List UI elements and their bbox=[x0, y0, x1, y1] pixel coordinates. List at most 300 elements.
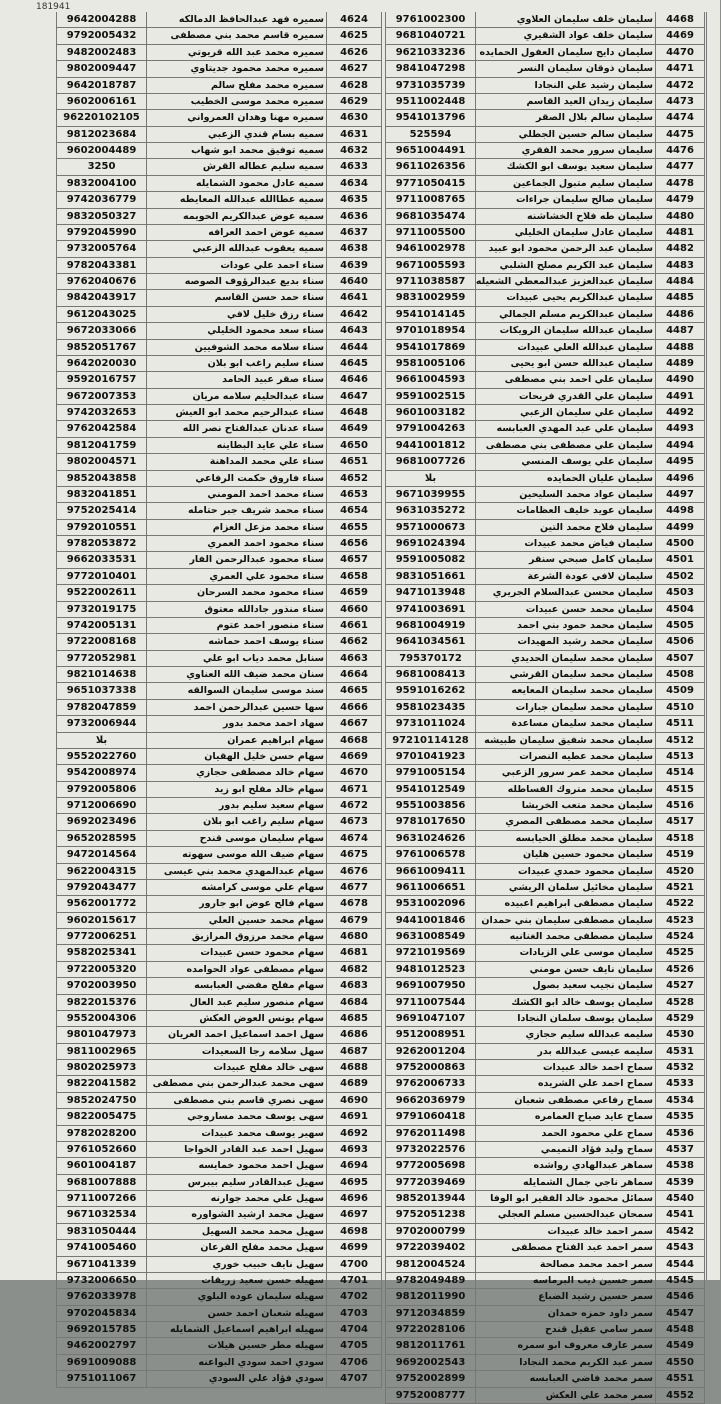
person-name: سهى خالد مفلح عبيدات bbox=[146, 1060, 326, 1075]
phone-number: 9681007888 bbox=[56, 1175, 146, 1190]
serial-number: 4677 bbox=[326, 880, 382, 895]
serial-number: 4643 bbox=[326, 323, 382, 338]
phone-number: 9742005131 bbox=[56, 618, 146, 633]
serial-number: 4511 bbox=[655, 716, 705, 731]
table-row bbox=[56, 78, 382, 94]
serial-number: 4471 bbox=[655, 61, 705, 76]
serial-number: 4646 bbox=[326, 372, 382, 387]
phone-number: 9792005806 bbox=[56, 782, 146, 797]
serial-number: 4480 bbox=[655, 209, 705, 224]
serial-number: 4626 bbox=[326, 45, 382, 60]
table-row bbox=[56, 1224, 382, 1240]
serial-number: 4628 bbox=[326, 78, 382, 93]
phone-number: 9611026356 bbox=[385, 159, 475, 174]
person-name: سليمان طه فلاح الخشاشنه bbox=[475, 209, 655, 224]
person-name: سليمان صالح سليمان جراءات bbox=[475, 192, 655, 207]
serial-number: 4651 bbox=[326, 454, 382, 469]
table-row bbox=[385, 1076, 705, 1092]
serial-number: 4689 bbox=[326, 1076, 382, 1091]
table-row bbox=[56, 585, 382, 601]
serial-number: 4659 bbox=[326, 585, 382, 600]
phone-number: 9701041923 bbox=[385, 749, 475, 764]
phone-number: 9722005320 bbox=[56, 962, 146, 977]
phone-number: 9551003856 bbox=[385, 798, 475, 813]
person-name: سليمان عويد خليف العظامات bbox=[475, 503, 655, 518]
phone-number: 9812023684 bbox=[56, 127, 146, 142]
table-row bbox=[56, 225, 382, 241]
phone-number: 9741003691 bbox=[385, 602, 475, 617]
table-row bbox=[56, 209, 382, 225]
person-name: سمر احمد محمد مصالحة bbox=[475, 1257, 655, 1272]
serial-number: 4634 bbox=[326, 176, 382, 191]
person-name: سمر عبد الكريم محمد النجادا bbox=[475, 1355, 655, 1370]
person-name: سودي احمد سودي البواعنه bbox=[146, 1355, 326, 1370]
table-row bbox=[385, 798, 705, 814]
table-row bbox=[385, 716, 705, 732]
phone-number: 9671032534 bbox=[56, 1207, 146, 1222]
table-row bbox=[385, 372, 705, 388]
serial-number: 4661 bbox=[326, 618, 382, 633]
serial-number: 4637 bbox=[326, 225, 382, 240]
person-name: سليمان محمد متعب الخريشا bbox=[475, 798, 655, 813]
table-row bbox=[385, 929, 705, 945]
phone-number: 9732006650 bbox=[56, 1273, 146, 1288]
table-row bbox=[56, 1338, 382, 1354]
person-name: سليمان مصطفى محمد الغنانيه bbox=[475, 929, 655, 944]
phone-number: 9731035739 bbox=[385, 78, 475, 93]
serial-number: 4552 bbox=[655, 1388, 705, 1403]
serial-number: 4678 bbox=[326, 896, 382, 911]
table-row bbox=[385, 1175, 705, 1191]
serial-number: 4485 bbox=[655, 290, 705, 305]
phone-number: 9752051238 bbox=[385, 1207, 475, 1222]
table-row bbox=[56, 749, 382, 765]
person-name: سناء محمد احمد المومني bbox=[146, 487, 326, 502]
table-row bbox=[385, 1191, 705, 1207]
serial-number: 4525 bbox=[655, 945, 705, 960]
table-row bbox=[56, 94, 382, 110]
person-name: سهام محمد حسين العلي bbox=[146, 913, 326, 928]
person-name: سند موسى سليمان السوالقه bbox=[146, 683, 326, 698]
phone-number: 9751011067 bbox=[56, 1371, 146, 1386]
person-name: سناء احمد علي عودات bbox=[146, 258, 326, 273]
table-row bbox=[385, 962, 705, 978]
table-row bbox=[385, 569, 705, 585]
serial-number: 4501 bbox=[655, 552, 705, 567]
serial-number: 4486 bbox=[655, 307, 705, 322]
phone-number: 9782049489 bbox=[385, 1273, 475, 1288]
page-id: 181941 bbox=[36, 2, 71, 12]
serial-number: 4526 bbox=[655, 962, 705, 977]
serial-number: 4706 bbox=[326, 1355, 382, 1370]
serial-number: 4703 bbox=[326, 1306, 382, 1321]
person-name: سليمان يوسف سلمان النجادا bbox=[475, 1011, 655, 1026]
table-row bbox=[56, 1142, 382, 1158]
person-name: سهام خالد مفلح ابو زيد bbox=[146, 782, 326, 797]
person-name: سليمان دايج سليمان العفول الحمايده bbox=[475, 45, 655, 60]
phone-number: 9761002300 bbox=[385, 12, 475, 27]
table-row bbox=[385, 1224, 705, 1240]
table-row bbox=[56, 1126, 382, 1142]
person-name: سليمان محمد شفيق سليمان طبيشه bbox=[475, 733, 655, 748]
person-name: سهيله مطر حسين هيلات bbox=[146, 1338, 326, 1353]
table-row bbox=[385, 1338, 705, 1354]
person-name: سليمان كامل صبحي سنقر bbox=[475, 552, 655, 567]
serial-number: 4493 bbox=[655, 421, 705, 436]
phone-number: 9762042584 bbox=[56, 421, 146, 436]
person-name: سهام سعيد سليم بدور bbox=[146, 798, 326, 813]
table-row bbox=[385, 1388, 705, 1404]
person-name: سميه عادل محمود الشمايله bbox=[146, 176, 326, 191]
phone-number: 9701018954 bbox=[385, 323, 475, 338]
serial-number: 4507 bbox=[655, 651, 705, 666]
table-row bbox=[385, 503, 705, 519]
table-row bbox=[56, 192, 382, 208]
person-name: سهام ابراهيم عمران bbox=[146, 733, 326, 748]
phone-number: 9711038587 bbox=[385, 274, 475, 289]
phone-number: 9812011990 bbox=[385, 1289, 475, 1304]
page-edge-column bbox=[706, 12, 721, 1280]
serial-number: 4532 bbox=[655, 1060, 705, 1075]
table-row bbox=[56, 1076, 382, 1092]
table-row bbox=[56, 733, 382, 749]
table-row bbox=[385, 700, 705, 716]
phone-number: 9821014638 bbox=[56, 667, 146, 682]
serial-number: 4509 bbox=[655, 683, 705, 698]
serial-number: 4691 bbox=[326, 1109, 382, 1124]
table-row bbox=[385, 520, 705, 536]
table-row bbox=[56, 45, 382, 61]
serial-number: 4700 bbox=[326, 1257, 382, 1272]
table-row bbox=[56, 634, 382, 650]
serial-number: 4484 bbox=[655, 274, 705, 289]
serial-number: 4534 bbox=[655, 1093, 705, 1108]
table-row bbox=[385, 45, 705, 61]
person-name: سناء رزق خليل لافي bbox=[146, 307, 326, 322]
person-name: سناء عدنان عبدالفتاح نصر الله bbox=[146, 421, 326, 436]
phone-number: 9441001846 bbox=[385, 913, 475, 928]
table-row bbox=[56, 880, 382, 896]
phone-number: 9661004593 bbox=[385, 372, 475, 387]
phone-number: 97210114128 bbox=[385, 733, 475, 748]
person-name: سليمان زيدان العيد القاسم bbox=[475, 94, 655, 109]
phone-number: 9642004288 bbox=[56, 12, 146, 27]
person-name: سهاد احمد محمد بدور bbox=[146, 716, 326, 731]
person-name: سليمان عبدالله العلي عبيدات bbox=[475, 340, 655, 355]
table-row bbox=[385, 307, 705, 323]
phone-number: 9482002483 bbox=[56, 45, 146, 60]
serial-number: 4644 bbox=[326, 340, 382, 355]
serial-number: 4515 bbox=[655, 782, 705, 797]
phone-number: 9812011761 bbox=[385, 1338, 475, 1353]
person-name: سهيل محمد محمد السهيل bbox=[146, 1224, 326, 1239]
person-name: سليمان مخائيل سلمان الريشي bbox=[475, 880, 655, 895]
serial-number: 4696 bbox=[326, 1191, 382, 1206]
table-row bbox=[385, 94, 705, 110]
serial-number: 4500 bbox=[655, 536, 705, 551]
person-name: سمر داود حمزه حمدان bbox=[475, 1306, 655, 1321]
person-name: سليمان محمد سليمان مساعدة bbox=[475, 716, 655, 731]
serial-number: 4683 bbox=[326, 978, 382, 993]
serial-number: 4707 bbox=[326, 1371, 382, 1386]
person-name: سليمان محمد عمر سرور الزعبي bbox=[475, 765, 655, 780]
serial-number: 4635 bbox=[326, 192, 382, 207]
table-row bbox=[385, 1371, 705, 1387]
person-name: سهيله ابراهيم اسماعيل الشمايله bbox=[146, 1322, 326, 1337]
serial-number: 4654 bbox=[326, 503, 382, 518]
person-name: سهيل نايف حبيب خوري bbox=[146, 1257, 326, 1272]
phone-number: 9831050444 bbox=[56, 1224, 146, 1239]
serial-number: 4639 bbox=[326, 258, 382, 273]
person-name: سميره محمد موسى الخطيب bbox=[146, 94, 326, 109]
person-name: سميره محمد محمود جديتاوي bbox=[146, 61, 326, 76]
phone-number: 9642020030 bbox=[56, 356, 146, 371]
phone-number: 9711007266 bbox=[56, 1191, 146, 1206]
phone-number: 9462002797 bbox=[56, 1338, 146, 1353]
person-name: سماح علي محمود الحمد bbox=[475, 1126, 655, 1141]
person-name: سهام خالد مصطفى حجازي bbox=[146, 765, 326, 780]
phone-number: 9752002899 bbox=[385, 1371, 475, 1386]
phone-number: 9772005698 bbox=[385, 1158, 475, 1173]
person-name: سليمان سرور محمد الفقري bbox=[475, 143, 655, 158]
phone-number: 9791060418 bbox=[385, 1109, 475, 1124]
serial-number: 4489 bbox=[655, 356, 705, 371]
serial-number: 4537 bbox=[655, 1142, 705, 1157]
serial-number: 4649 bbox=[326, 421, 382, 436]
table-row bbox=[56, 438, 382, 454]
serial-number: 4481 bbox=[655, 225, 705, 240]
serial-number: 4470 bbox=[655, 45, 705, 60]
table-row bbox=[385, 733, 705, 749]
person-name: سليمان علي مصطفى بني مصطفى bbox=[475, 438, 655, 453]
serial-number: 4473 bbox=[655, 94, 705, 109]
serial-number: 4535 bbox=[655, 1109, 705, 1124]
phone-number: 9782028200 bbox=[56, 1126, 146, 1141]
serial-number: 4625 bbox=[326, 28, 382, 43]
person-name: سناء علي عايد البطاينه bbox=[146, 438, 326, 453]
person-name: سهام محمد مرزوق المرازيق bbox=[146, 929, 326, 944]
person-name: سناء بديع عبدالرؤوف الصوصه bbox=[146, 274, 326, 289]
phone-number: 9541012549 bbox=[385, 782, 475, 797]
table-row bbox=[385, 323, 705, 339]
table-row bbox=[385, 1322, 705, 1338]
table-row bbox=[56, 258, 382, 274]
phone-number: 9552004306 bbox=[56, 1011, 146, 1026]
phone-number: 9631008549 bbox=[385, 929, 475, 944]
person-name: سهام مصطفى عواد الحوامده bbox=[146, 962, 326, 977]
person-name: سليمان عبدالكريم مسلم الجمالي bbox=[475, 307, 655, 322]
table-row bbox=[385, 1355, 705, 1371]
table-row bbox=[385, 471, 705, 487]
phone-number: 9812041759 bbox=[56, 438, 146, 453]
phone-number: 525594 bbox=[385, 127, 475, 142]
serial-number: 4498 bbox=[655, 503, 705, 518]
phone-number: 9691024394 bbox=[385, 536, 475, 551]
phone-number: 9762011498 bbox=[385, 1126, 475, 1141]
person-name: سليمان سعيد يوسف ابو الكشك bbox=[475, 159, 655, 174]
person-name: سليمان عبد الكريم مصلح الشلبي bbox=[475, 258, 655, 273]
person-name: سليمه عيسى عبدالله بدر bbox=[475, 1044, 655, 1059]
table-row bbox=[56, 618, 382, 634]
phone-number: 9711005500 bbox=[385, 225, 475, 240]
table-row bbox=[385, 978, 705, 994]
table-row bbox=[56, 552, 382, 568]
table-row bbox=[385, 847, 705, 863]
phone-number: 9782043381 bbox=[56, 258, 146, 273]
serial-number: 4660 bbox=[326, 602, 382, 617]
person-name: سهام محمود حسن عبيدات bbox=[146, 945, 326, 960]
table-row bbox=[56, 1306, 382, 1322]
person-name: سناء محمود احمد العمري bbox=[146, 536, 326, 551]
table-row bbox=[385, 880, 705, 896]
serial-number: 4641 bbox=[326, 290, 382, 305]
phone-number: 9791005154 bbox=[385, 765, 475, 780]
phone-number: 9691009088 bbox=[56, 1355, 146, 1370]
table-row bbox=[385, 1273, 705, 1289]
person-name: سماح وليد فؤاد التميمي bbox=[475, 1142, 655, 1157]
phone-number: 9691007950 bbox=[385, 978, 475, 993]
table-row bbox=[56, 61, 382, 77]
table-row bbox=[385, 782, 705, 798]
person-name: سليمان مصطفى سليمان بني حمدان bbox=[475, 913, 655, 928]
table-row bbox=[56, 421, 382, 437]
serial-number: 4506 bbox=[655, 634, 705, 649]
person-name: سليمان فياض محمد عبيدات bbox=[475, 536, 655, 551]
table-row bbox=[56, 1093, 382, 1109]
table-row bbox=[385, 78, 705, 94]
person-name: سليمان عادل سليمان الخليلي bbox=[475, 225, 655, 240]
phone-number: 9681004919 bbox=[385, 618, 475, 633]
serial-number: 4499 bbox=[655, 520, 705, 535]
person-name: سليمان عبد الرحمن محمود ابو عبيد bbox=[475, 241, 655, 256]
table-row bbox=[385, 389, 705, 405]
phone-number: 9681008413 bbox=[385, 667, 475, 682]
person-name: سناء فاروق حكمت الرفاعي bbox=[146, 471, 326, 486]
phone-number: 96220102105 bbox=[56, 110, 146, 125]
person-name: سليمان محمد متروك الفساطله bbox=[475, 782, 655, 797]
serial-number: 4648 bbox=[326, 405, 382, 420]
phone-number: 9612043025 bbox=[56, 307, 146, 322]
table-row bbox=[385, 1240, 705, 1256]
serial-number: 4687 bbox=[326, 1044, 382, 1059]
table-row bbox=[56, 929, 382, 945]
table-row bbox=[56, 782, 382, 798]
table-row bbox=[385, 536, 705, 552]
phone-number: 9741005460 bbox=[56, 1240, 146, 1255]
table-row bbox=[56, 651, 382, 667]
person-name: سناء منذور جادالله معتوق bbox=[146, 602, 326, 617]
person-name: سليمان خلف سليمان العلاوي bbox=[475, 12, 655, 27]
phone-number: 9732006944 bbox=[56, 716, 146, 731]
serial-number: 4533 bbox=[655, 1076, 705, 1091]
person-name: سناء عبدالرحيم محمد ابو العيش bbox=[146, 405, 326, 420]
phone-number: 9742036779 bbox=[56, 192, 146, 207]
person-name: سمر عارف معروف ابو سمره bbox=[475, 1338, 655, 1353]
table-row bbox=[56, 765, 382, 781]
phone-number: 9792043477 bbox=[56, 880, 146, 895]
phone-number: 9781017650 bbox=[385, 814, 475, 829]
person-name: سمر محمد فاضي العبابسه bbox=[475, 1371, 655, 1386]
table-row bbox=[385, 602, 705, 618]
phone-number: 9262001204 bbox=[385, 1044, 475, 1059]
table-row bbox=[56, 1257, 382, 1273]
serial-number: 4510 bbox=[655, 700, 705, 715]
serial-number: 4521 bbox=[655, 880, 705, 895]
person-name: سليمان محمود حمدي عبيدات bbox=[475, 864, 655, 879]
phone-number: 9752008777 bbox=[385, 1388, 475, 1403]
person-name: سناء محمد مزعل العزام bbox=[146, 520, 326, 535]
serial-number: 4636 bbox=[326, 209, 382, 224]
person-name: سليمان محمد مطلق الحيابسه bbox=[475, 831, 655, 846]
table-row bbox=[56, 1011, 382, 1027]
serial-number: 4698 bbox=[326, 1224, 382, 1239]
serial-number: 4630 bbox=[326, 110, 382, 125]
person-name: سودي فؤاد علي السودي bbox=[146, 1371, 326, 1386]
serial-number: 4513 bbox=[655, 749, 705, 764]
serial-number: 4490 bbox=[655, 372, 705, 387]
table-row bbox=[385, 61, 705, 77]
table-row bbox=[56, 290, 382, 306]
table-row bbox=[385, 127, 705, 143]
table-row bbox=[56, 945, 382, 961]
serial-number: 4640 bbox=[326, 274, 382, 289]
phone-number: 9522002611 bbox=[56, 585, 146, 600]
phone-number: 9722039402 bbox=[385, 1240, 475, 1255]
phone-number: 9652028595 bbox=[56, 831, 146, 846]
person-name: سمر سامي عقيل قندح bbox=[475, 1322, 655, 1337]
serial-number: 4684 bbox=[326, 995, 382, 1010]
serial-number: 4492 bbox=[655, 405, 705, 420]
phone-number: 9732022576 bbox=[385, 1142, 475, 1157]
serial-number: 4670 bbox=[326, 765, 382, 780]
serial-number: 4495 bbox=[655, 454, 705, 469]
phone-number: 9752025414 bbox=[56, 503, 146, 518]
table-row bbox=[56, 520, 382, 536]
table-row bbox=[56, 1273, 382, 1289]
person-name: سليمان خلف عواد الشقيري bbox=[475, 28, 655, 43]
serial-number: 4666 bbox=[326, 700, 382, 715]
person-name: سهيل محمد مفلح الفرعان bbox=[146, 1240, 326, 1255]
person-name: سليمان نجيب سعيد بصول bbox=[475, 978, 655, 993]
serial-number: 4655 bbox=[326, 520, 382, 535]
serial-number: 4675 bbox=[326, 847, 382, 862]
table-row bbox=[56, 1207, 382, 1223]
phone-number: 9711007544 bbox=[385, 995, 475, 1010]
table-row bbox=[385, 945, 705, 961]
table-row bbox=[385, 864, 705, 880]
person-name: سليمان علي القدري فريحات bbox=[475, 389, 655, 404]
person-name: سليمان لافي عودة الشرعة bbox=[475, 569, 655, 584]
person-name: سماهر عبدالهادي رواشده bbox=[475, 1158, 655, 1173]
serial-number: 4512 bbox=[655, 733, 705, 748]
phone-number: 9762040676 bbox=[56, 274, 146, 289]
person-name: سمر حسين رشيد الضباع bbox=[475, 1289, 655, 1304]
table-row bbox=[56, 356, 382, 372]
person-name: سناء محمد شريف جبر حتامله bbox=[146, 503, 326, 518]
serial-number: 4528 bbox=[655, 995, 705, 1010]
person-name: سناء سلامه محمد الشوفيين bbox=[146, 340, 326, 355]
phone-number: 9552022760 bbox=[56, 749, 146, 764]
serial-number: 4519 bbox=[655, 847, 705, 862]
table-row bbox=[385, 28, 705, 44]
table-row bbox=[56, 569, 382, 585]
serial-number: 4667 bbox=[326, 716, 382, 731]
phone-number: 9732005764 bbox=[56, 241, 146, 256]
phone-number: 9622004315 bbox=[56, 864, 146, 879]
phone-number: 9852051767 bbox=[56, 340, 146, 355]
person-name: سهام منصور سليم عبد العال bbox=[146, 995, 326, 1010]
person-name: سماهر ناجي جمال الشمايله bbox=[475, 1175, 655, 1190]
